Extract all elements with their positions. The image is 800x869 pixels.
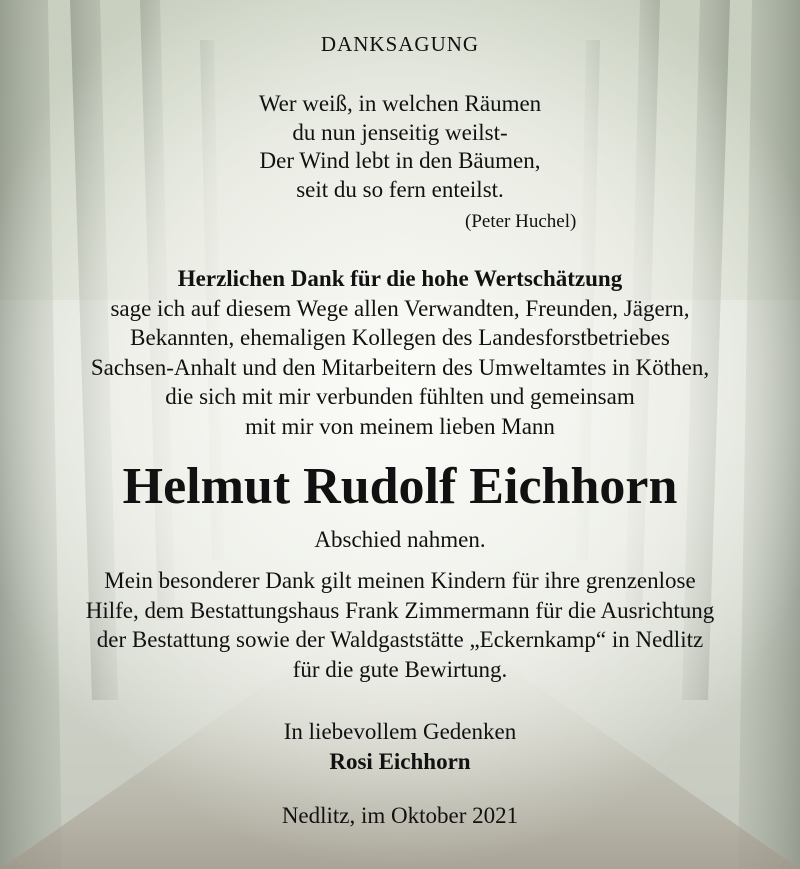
poem-line: seit du so fern enteilst. [296,176,504,202]
poem-line: Wer weiß, in welchen Räumen [258,91,542,116]
closing-block [0,717,800,776]
thanks-line: die sich mit mir verbunden fühlten und gemeinsam [165,384,635,409]
farewell-text: Abschied nahmen. [314,527,486,552]
special-thanks-paragraph [0,566,800,684]
special-thanks-line: Mein besonderer Dank gilt meinen Kindern für ihre grenzenlose [104,568,696,593]
notice-heading: DANKSAGUNG [320,32,480,56]
place-date: Nedlitz, im Oktober 2021 [281,803,519,828]
thanks-line: sage ich auf diesem Wege allen Verwandten, Freunden, Jägern, [110,295,690,321]
thanks-line: mit mir von meinem lieben Mann [245,413,555,439]
poem-line: Der Wind lebt in den Bäumen, [259,148,541,173]
signer-name: Rosi Eichhorn [329,748,471,774]
special-thanks-line: Hilfe, dem Bestattungshaus Frank Zimmermann für die Ausrichtung [85,597,715,623]
deceased-name: Helmut Rudolf Eichhorn [122,458,678,515]
thanks-headline: Herzlichen Dank für die hohe Wertschätzung [177,266,623,291]
poem-line: du nun jenseitig weilst- [292,119,508,145]
thanks-line: Bekannten, ehemaligen Kollegen des Landesforstbetriebes [130,325,670,350]
thanks-paragraph [0,264,800,441]
poem-author: (Peter Huchel) [465,211,577,232]
thanks-line: Sachsen-Anhalt und den Mitarbeitern des Umweltamtes in Köthen, [90,354,710,380]
special-thanks-line: für die gute Bewirtung. [292,656,508,682]
special-thanks-line: der Bestattung sowie der Waldgaststätte „Eckernkamp“ in Nedlitz [96,627,704,652]
closing-line: In liebevollem Gedenken [283,719,517,744]
poem [0,90,800,204]
